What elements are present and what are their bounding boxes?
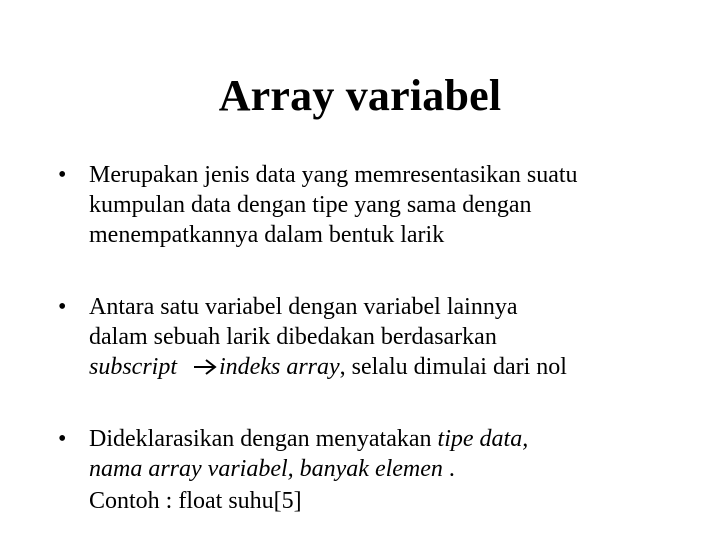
bullet-text-line [89,352,698,382]
bullet-text-line: dalam sebuah larik dibedakan berdasarkan [89,324,497,350]
declaration-components: nama array variabel, banyak elemen [89,456,443,482]
indeks-array-term: indeks array [219,354,340,380]
bullet-text-line: menempatkannya dalam bentuk larik [89,222,445,248]
bullet-item-definition [58,160,698,250]
bullet-item-subscript [58,292,698,382]
bullet-text-line [89,454,698,484]
tipe-data-term: tipe data, [437,426,529,452]
declaration-end: . [442,456,455,482]
bullet-text-line: Antara satu variabel dengan variabel lainnya [89,294,518,320]
example-code-line: Contoh : float suhu[5] [89,488,302,514]
subscript-term: subscript [89,354,178,380]
bullet-text-line: kumpulan data dengan tipe yang sama dengan [89,192,532,218]
bullet-item-declaration [58,424,698,516]
bullet-text-line: Merupakan jenis data yang memresentasikan suatu [89,162,578,188]
slide-title: Array variabel [218,71,502,120]
declaration-text: Dideklarasikan dengan menyatakan [89,426,438,452]
bullet-icon: • [58,162,67,188]
right-arrow-icon [193,358,217,376]
bullet-icon: • [58,294,67,320]
bullet-text-line [89,424,698,454]
bullet-list [58,160,698,516]
bullet-icon: • [58,426,67,452]
bullet-text-rest: , selalu dimulai dari nol [339,354,567,380]
